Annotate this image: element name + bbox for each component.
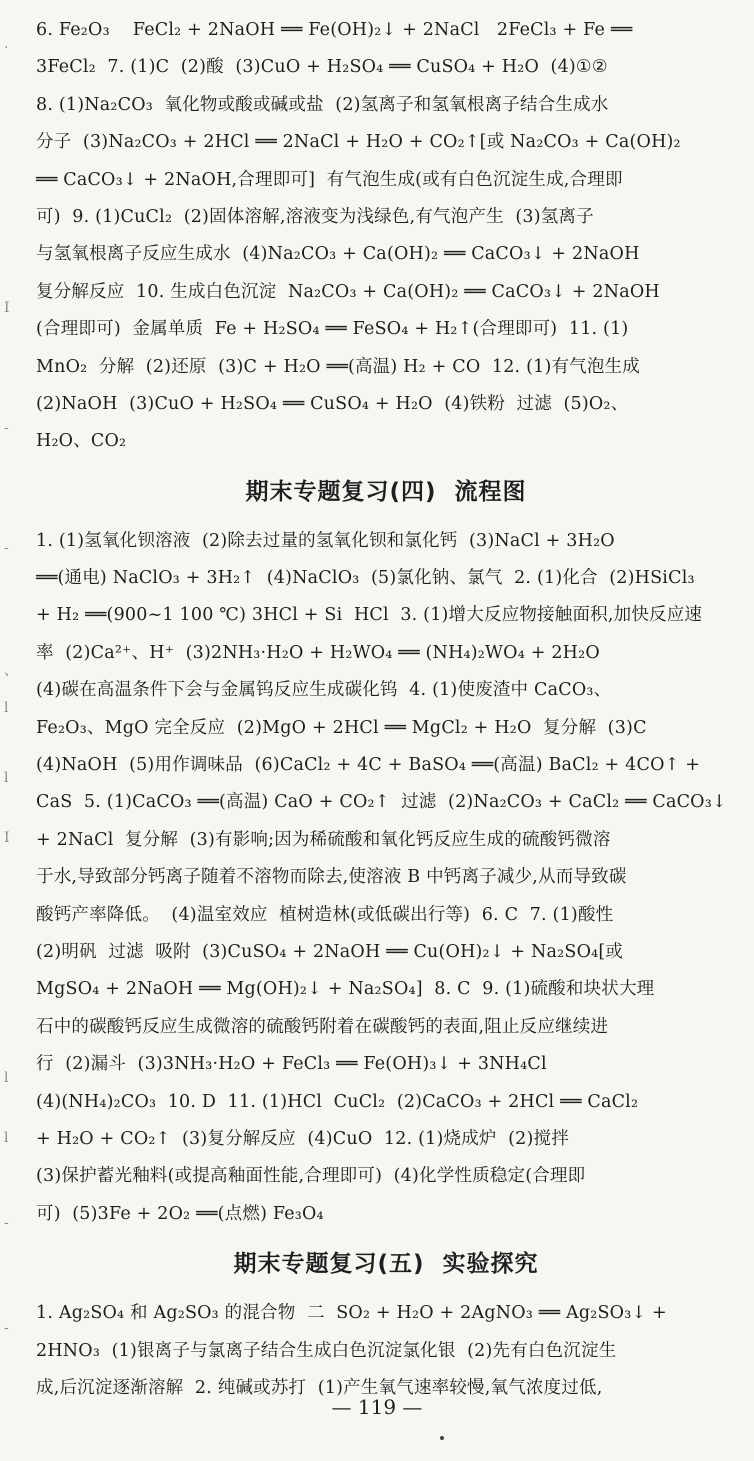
answer-line: Fe₂O₃、MgO 完全反应 (2)MgO + 2HCl ══ MgCl₂ + H₂O 复分解 (3)C	[36, 717, 647, 738]
answer-line: (4)碳在高温条件下会与金属钨反应生成碳化钨 4. (1)使废渣中 CaCO₃、	[36, 680, 612, 701]
answer-line: 石中的碳酸钙反应生成微溶的硫酸钙附着在碳酸钙的表面,阻止反应继续进	[36, 1016, 609, 1037]
section-title-review-5: 期末专题复习(五) 实验探究	[233, 1251, 539, 1278]
margin-mark: I	[4, 830, 10, 846]
answer-text-block	[36, 12, 736, 1407]
section-title-review-4: 期末专题复习(四) 流程图	[245, 478, 527, 505]
answer-line: 与氢氧根离子反应生成水 (4)Na₂CO₃ + Ca(OH)₂ ══ CaCO₃↓ + 2NaOH	[36, 244, 640, 265]
answer-line: (4)NaOH (5)用作调味品 (6)CaCl₂ + 4C + BaSO₄ ══(高温) BaCl₂ + 4CO↑ +	[36, 755, 701, 776]
answer-line: MgSO₄ + 2NaOH ══ Mg(OH)₂↓ + Na₂SO₄] 8. C 9. (1)硫酸和块状大理	[36, 979, 655, 1000]
margin-mark: -	[4, 420, 9, 436]
left-margin-bleed	[0, 0, 22, 1461]
margin-mark: ·	[4, 40, 9, 56]
answer-line: CaS 5. (1)CaCO₃ ══(高温) CaO + CO₂↑ 过滤 (2)Na₂CO₃ + CaCl₂ ══ CaCO₃↓	[36, 792, 727, 813]
answer-line: ══(通电) NaClO₃ + 3H₂↑ (4)NaClO₃ (5)氯化钠、氯气 2. (1)化合 (2)HSiCl₃	[36, 568, 695, 589]
answer-line: 6. Fe₂O₃ FeCl₂ + 2NaOH ══ Fe(OH)₂↓ + 2NaCl 2FeCl₃ + Fe ══	[36, 20, 633, 40]
answer-line: 可) 9. (1)CuCl₂ (2)固体溶解,溶液变为浅绿色,有气泡产生 (3)氢离子	[36, 206, 594, 227]
answer-line: 行 (2)漏斗 (3)3NH₃·H₂O + FeCl₃ ══ Fe(OH)₃↓ + 3NH₄Cl	[36, 1054, 547, 1075]
answer-line: 可) (5)3Fe + 2O₂ ══(点燃) Fe₃O₄	[36, 1203, 324, 1224]
margin-mark: I	[4, 300, 10, 316]
answer-line: 率 (2)Ca²⁺、H⁺ (3)2NH₃·H₂O + H₂WO₄ ══ (NH₄)₂WO₄ + 2H₂O	[36, 642, 600, 663]
ink-speck	[440, 1436, 444, 1440]
margin-mark: -	[4, 1215, 9, 1231]
answer-line: (3)保护蓄光釉料(或提高釉面性能,合理即可) (4)化学性质稳定(合理即	[36, 1166, 586, 1187]
answer-line: (合理即可) 金属单质 Fe + H₂SO₄ ══ FeSO₄ + H₂↑(合理即可) 11. (1)	[36, 319, 629, 340]
answer-line: 3FeCl₂ 7. (1)C (2)酸 (3)CuO + H₂SO₄ ══ CuSO₄ + H₂O (4)①②	[36, 57, 608, 78]
answer-line: 成,后沉淀逐渐溶解 2. 纯碱或苏打 (1)产生氧气速率较慢,氧气浓度过低,	[36, 1377, 603, 1398]
answer-line: 1. Ag₂SO₄ 和 Ag₂SO₃ 的混合物 二 SO₂ + H₂O + 2AgNO₃ ══ Ag₂SO₃↓ +	[36, 1303, 667, 1324]
answer-line: 于水,导致部分钙离子随着不溶物而除去,使溶液 B 中钙离子减少,从而导致碳	[36, 867, 627, 888]
answer-line: H₂O、CO₂	[36, 431, 127, 452]
answer-line: ══ CaCO₃↓ + 2NaOH,合理即可] 有气泡生成(或有白色沉淀生成,合理即	[36, 169, 623, 190]
margin-mark: l	[4, 770, 9, 786]
answer-line: MnO₂ 分解 (2)还原 (3)C + H₂O ══(高温) H₂ + CO 12. (1)有气泡生成	[36, 356, 640, 377]
answer-line: 2HNO₃ (1)银离子与氯离子结合生成白色沉淀氯化银 (2)先有白色沉淀生	[36, 1340, 617, 1361]
answer-line: (2)明矾 过滤 吸附 (3)CuSO₄ + 2NaOH ══ Cu(OH)₂↓ + Na₂SO₄[或	[36, 941, 624, 962]
margin-mark: l	[4, 700, 9, 716]
answer-line: + H₂ ══(900~1 100 ℃) 3HCl + Si HCl 3. (1)增大反应物接触面积,加快反应速	[36, 605, 703, 626]
margin-mark: l	[4, 1070, 9, 1086]
margin-mark: 、	[4, 663, 18, 679]
page-number: — 119 —	[331, 1395, 423, 1419]
answer-line: 酸钙产率降低。 (4)温室效应 植树造林(或低碳出行等) 6. C 7. (1)酸性	[36, 904, 614, 925]
answer-line: 分子 (3)Na₂CO₃ + 2HCl ══ 2NaCl + H₂O + CO₂↑[或 Na₂CO₃ + Ca(OH)₂	[36, 132, 681, 153]
margin-mark: -	[4, 540, 9, 556]
answer-line: (2)NaOH (3)CuO + H₂SO₄ ══ CuSO₄ + H₂O (4)铁粉 过滤 (5)O₂、	[36, 393, 629, 414]
answer-line: (4)(NH₄)₂CO₃ 10. D 11. (1)HCl CuCl₂ (2)CaCO₃ + 2HCl ══ CaCl₂	[36, 1091, 639, 1112]
answer-line: 1. (1)氢氧化钡溶液 (2)除去过量的氢氧化钡和氯化钙 (3)NaCl + 3H₂O	[36, 530, 615, 551]
margin-mark: l	[4, 1130, 9, 1146]
answer-line: 复分解反应 10. 生成白色沉淀 Na₂CO₃ + Ca(OH)₂ ══ CaCO₃↓ + 2NaOH	[36, 281, 660, 302]
answer-line: 8. (1)Na₂CO₃ 氧化物或酸或碱或盐 (2)氢离子和氢氧根离子结合生成水	[36, 94, 609, 115]
answer-line: + H₂O + CO₂↑ (3)复分解反应 (4)CuO 12. (1)烧成炉 (2)搅拌	[36, 1128, 569, 1149]
answer-line: + 2NaCl 复分解 (3)有影响;因为稀硫酸和氧化钙反应生成的硫酸钙微溶	[36, 829, 611, 850]
margin-mark: -	[4, 1320, 9, 1336]
